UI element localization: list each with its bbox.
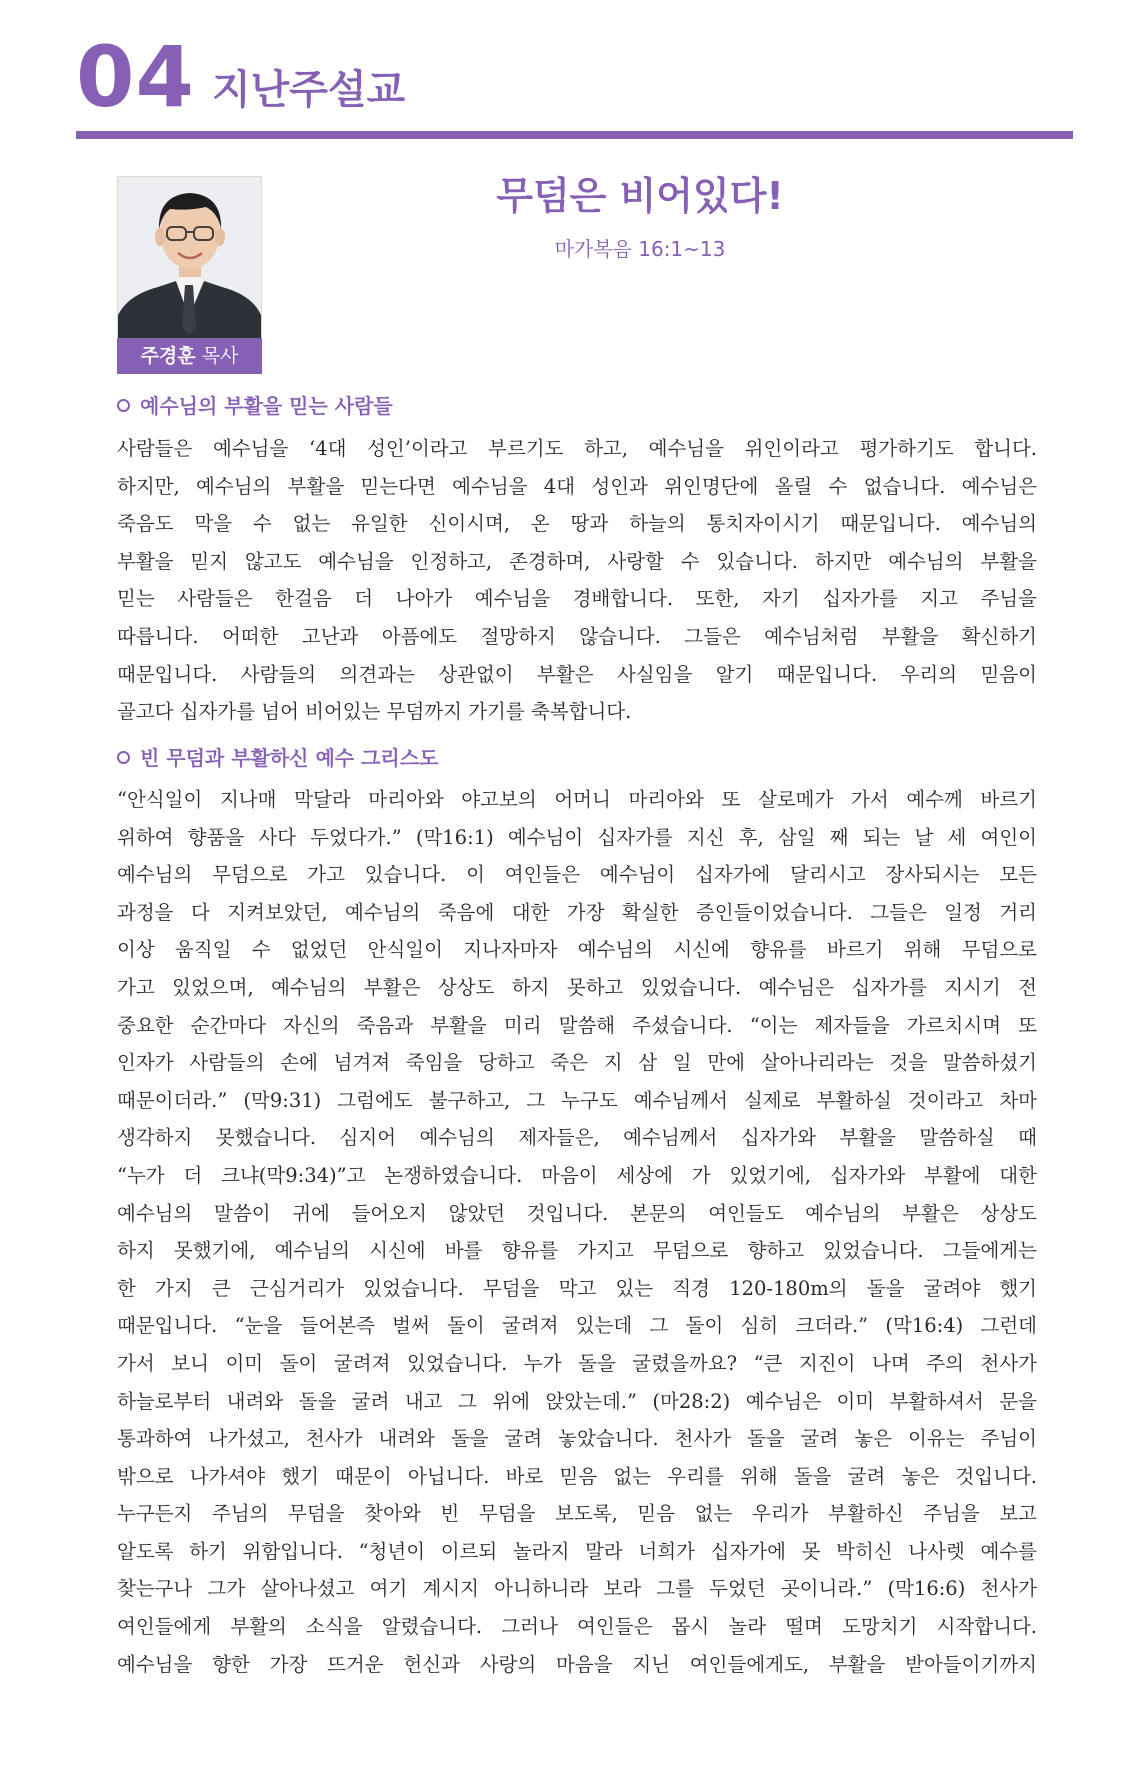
scripture-reference: 마가복음 16:1~13 [554, 237, 726, 261]
paragraph-line: 예수님의 무덤으로 가고 있습니다. 이 여인들은 예수님이 십자가에 달리시고 장사되시는 모든 [117, 863, 1037, 887]
preacher-portrait-image [118, 177, 261, 338]
paragraph-line: 중요한 순간마다 자신의 죽음과 부활을 미리 말씀해 주셨습니다. “이는 제자들을 가르치시며 또 [117, 1013, 1037, 1037]
paragraph-2 [117, 781, 1037, 1683]
paragraph-line: 때문입니다. 사람들의 의견과는 상관없이 부활은 사실임을 알기 때문입니다. 우리의 믿음이 [117, 662, 1037, 686]
circle-bullet-icon [117, 751, 130, 764]
paragraph-line: 하늘로부터 내려와 돌을 굴려 내고 그 위에 앉았는데.” (마28:2) 예수님은 이미 부활하셔서 문을 [117, 1389, 1037, 1413]
paragraph-line: “안식일이 지나매 막달라 마리아와 야고보의 어머니 마리아와 또 살로메가 가서 예수께 바르기 [117, 788, 1037, 811]
section-number: 04 [76, 28, 195, 126]
paragraph-line: 따릅니다. 어떠한 고난과 아픔에도 절망하지 않습니다. 그들은 예수님처럼 부활을 확신하기 [117, 624, 1037, 648]
paragraph-line: 죽음도 막을 수 없는 유일한 신이시며, 온 땅과 하늘의 통치자이시기 때문입니다. 예수님의 [117, 512, 1037, 536]
paragraph-line: 통과하여 나가셨고, 천사가 내려와 돌을 굴려 놓았습니다. 천사가 돌을 굴려 놓은 이유는 주님이 [117, 1427, 1037, 1451]
paragraph-line: 사람들은 예수님을 ‘4대 성인’이라고 부르기도 하고, 예수님을 위인이라고 평가하기도 합니다. [117, 437, 1037, 460]
sermon-title: 무덤은 비어있다! [496, 174, 784, 218]
paragraph-line: 여인들에게 부활의 소식을 알렸습니다. 그러나 여인들은 몹시 놀라 떨며 도망치기 시작합니다. [117, 1615, 1037, 1639]
paragraph-line: 위하여 향품을 사다 두었다가.” (막16:1) 예수님이 십자가를 지신 후, 삼일 째 되는 날 세 여인이 [117, 825, 1037, 849]
circle-bullet-icon [117, 399, 130, 412]
paragraph-line: 알도록 하기 위함입니다. “청년이 이르되 놀라지 말라 너희가 십자가에 못 박히신 나사렛 예수를 [117, 1539, 1037, 1563]
paragraph-line: 예수님을 향한 가장 뜨거운 헌신과 사랑의 마음을 지닌 여인들에게도, 부활을 받아들이기까지 [117, 1652, 1037, 1676]
paragraph-line: 부활을 믿지 않고도 예수님을 인정하고, 존경하며, 사랑할 수 있습니다. 하지만 예수님의 부활을 [117, 549, 1037, 573]
preacher-photo [117, 176, 262, 339]
header-divider [76, 131, 1073, 139]
paragraph-line: 찾는구나 그가 살아나셨고 여기 계시지 아니하니라 보라 그를 두었던 곳이니라.” (막16:6) 천사가 [117, 1577, 1037, 1601]
paragraph-line: 과정을 다 지켜보았던, 예수님의 죽음에 대한 가장 확실한 증인들이었습니다. 그들은 일정 거리 [117, 900, 1037, 924]
subheading-text: 예수님의 부활을 믿는 사람들 [140, 394, 393, 418]
preacher-name: 주경훈 [140, 345, 196, 367]
paragraph-line: 때문입니다. “눈을 들어본즉 벌써 돌이 굴려져 있는데 그 돌이 심히 크더라.” (막16:4) 그런데 [117, 1314, 1037, 1338]
paragraph-line: 믿는 사람들은 한걸음 더 나아가 예수님을 경배합니다. 또한, 자기 십자가를 지고 주님을 [117, 587, 1037, 611]
paragraph-line: 예수님의 말씀이 귀에 들어오지 않았던 것입니다. 본문의 여인들도 예수님의 부활은 상상도 [117, 1201, 1037, 1225]
paragraph-line: 하지만, 예수님의 부활을 믿는다면 예수님을 4대 성인과 위인명단에 올릴 수 없습니다. 예수님은 [117, 474, 1037, 498]
paragraph-line: 때문이더라.” (막9:31) 그럼에도 불구하고, 그 누구도 예수님께서 실제로 부활하실 것이라고 차마 [117, 1088, 1037, 1112]
paragraph-line: 가고 있었으며, 예수님의 부활은 상상도 하지 못하고 있었습니다. 예수님은 십자가를 지시기 전 [117, 975, 1037, 999]
paragraph-line: 한 가지 큰 근심거리가 있었습니다. 무덤을 막고 있는 직경 120-180m의 돌을 굴려야 했기 [117, 1276, 1037, 1300]
paragraph-line: 밖으로 나가셔야 했기 때문이 아닙니다. 바로 믿음 없는 우리를 위해 돌을 굴려 놓은 것입니다. [117, 1464, 1037, 1488]
paragraph-line: 누구든지 주님의 무덤을 찾아와 빈 무덤을 보도록, 믿음 없는 우리가 부활하신 주님을 보고 [117, 1502, 1037, 1526]
paragraph-line: 인자가 사람들의 손에 넘겨져 죽임을 당하고 죽은 지 삼 일 만에 살아나리라는 것을 말씀하셨기 [117, 1051, 1037, 1075]
preacher-name-tag [117, 338, 262, 374]
subheading-1 [117, 390, 1037, 422]
paragraph-line: 가서 보니 이미 돌이 굴려져 있었습니다. 누가 돌을 굴렸을까요? “큰 지진이 나며 주의 천사가 [117, 1351, 1037, 1375]
paragraph-line: 이상 움직일 수 없었던 안식일이 지나자마자 예수님의 시신에 향유를 바르기 위해 무덤으로 [117, 938, 1037, 962]
paragraph-line: 생각하지 못했습니다. 심지어 예수님의 제자들은, 예수님께서 십자가와 부활을 말씀하실 때 [117, 1126, 1037, 1150]
subheading-2 [117, 742, 1037, 774]
section-title: 지난주설교 [212, 67, 406, 113]
preacher-title: 목사 [201, 345, 239, 367]
paragraph-line: 하지 못했기에, 예수님의 시신에 바를 향유를 가지고 무덤으로 향하고 있었습니다. 그들에게는 [117, 1239, 1037, 1263]
subheading-text: 빈 무덤과 부활하신 예수 그리스도 [140, 746, 439, 770]
paragraph-line: 골고다 십자가를 넘어 비어있는 무덤까지 가기를 축복합니다. [117, 700, 632, 724]
paragraph-line: “누가 더 크냐(막9:34)”고 논쟁하였습니다. 마음이 세상에 가 있었기에, 십자가와 부활에 대한 [117, 1163, 1037, 1187]
paragraph-1 [117, 430, 1037, 731]
